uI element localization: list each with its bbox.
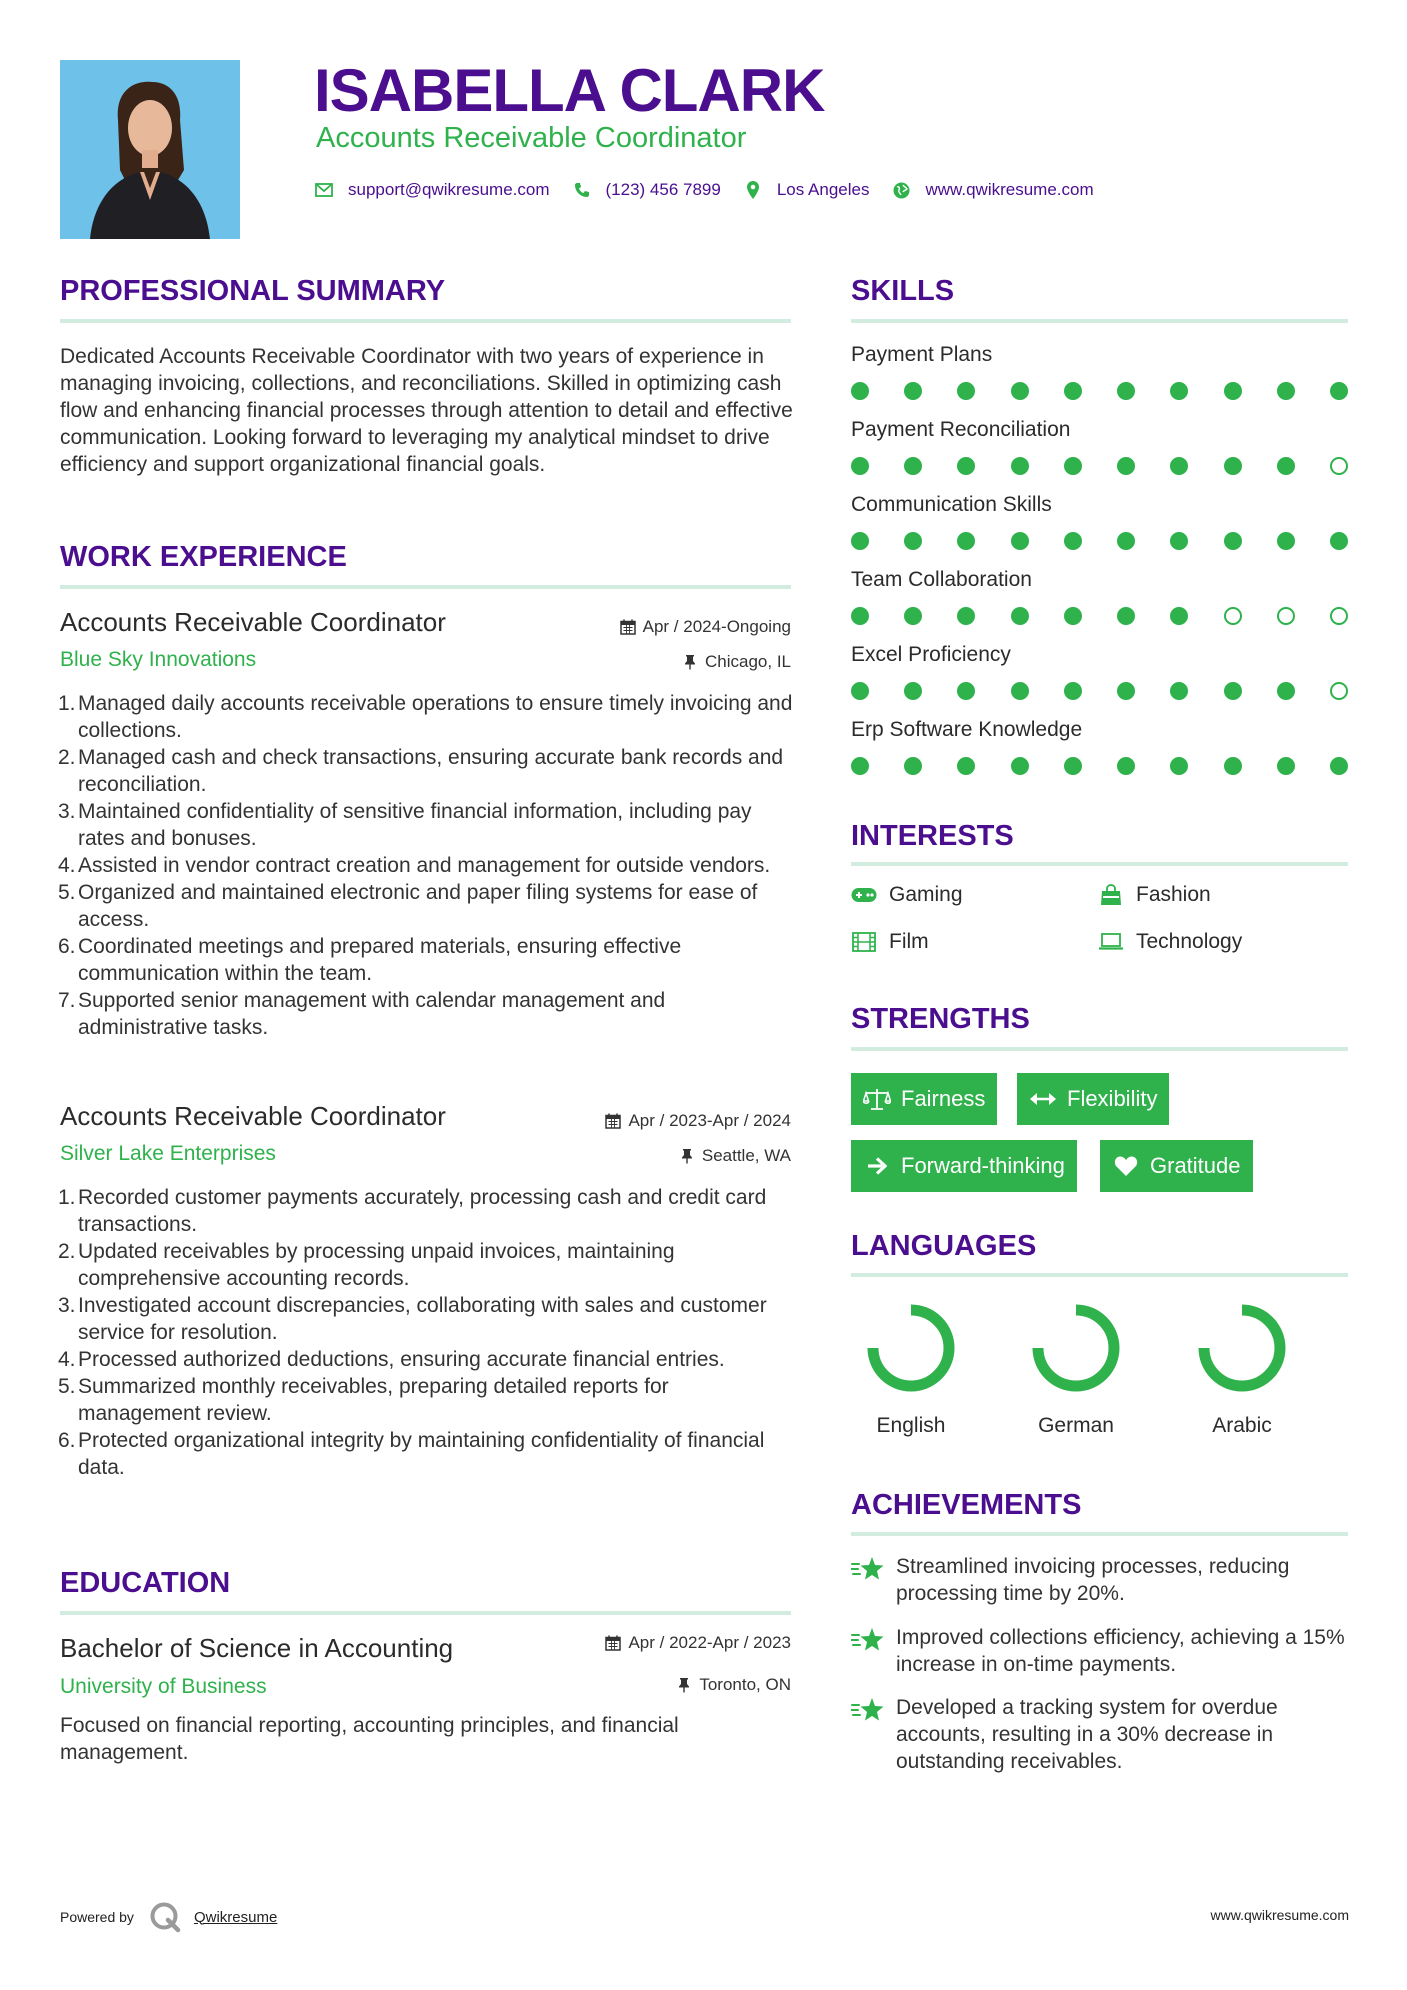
education-heading: EDUCATION: [60, 1567, 231, 1599]
interest-label: Film: [889, 930, 929, 953]
rating-dot-filled: [904, 682, 922, 700]
rating-dot-filled: [957, 757, 975, 775]
skill-rating: [851, 456, 1348, 476]
education-divider: [60, 1611, 791, 1615]
rating-dot-filled: [1117, 457, 1135, 475]
rating-dot-filled: [1330, 532, 1348, 550]
contact-phone[interactable]: [572, 180, 721, 200]
rating-dot-filled: [904, 382, 922, 400]
pushpin-icon: [681, 653, 699, 671]
strength-label: Flexibility: [1067, 1086, 1158, 1111]
rating-dot-filled: [1011, 757, 1029, 775]
strength-label: Gratitude: [1150, 1153, 1241, 1178]
skills-divider: [851, 319, 1348, 323]
achievement-text: Streamlined invoicing processes, reducing processing time by 20%.: [896, 1555, 1290, 1605]
rating-dot-filled: [1064, 382, 1082, 400]
list-item: 3. Investigated account discrepancies, collaborating with sales and customer service for resolution.: [58, 1294, 767, 1344]
job-location-text: Chicago, IL: [705, 652, 791, 671]
globe-icon: [891, 180, 911, 200]
language-proficiency-arc: [1204, 1310, 1280, 1386]
language-proficiency-arc: [873, 1310, 949, 1386]
rating-dot-filled: [851, 757, 869, 775]
job-duties-list: [58, 1184, 793, 1481]
rating-dot-filled: [1224, 682, 1242, 700]
interest-label: Gaming: [889, 883, 963, 906]
rating-dot-filled: [1064, 532, 1082, 550]
interest-item: [851, 883, 963, 907]
job-dates: [619, 617, 791, 637]
school-name: University of Business: [60, 1675, 267, 1698]
strength-badge: [851, 1073, 997, 1125]
achievement-item: [851, 1553, 1351, 1607]
rating-dot-filled: [1064, 607, 1082, 625]
education-dates-text: Apr / 2022-Apr / 2023: [628, 1633, 791, 1652]
skill-rating: [851, 531, 1348, 551]
contact-bar: [314, 178, 1116, 202]
company-name: Blue Sky Innovations: [60, 648, 257, 671]
language-proficiency-ring: [863, 1300, 959, 1396]
contact-location: [743, 180, 870, 200]
rating-dot-filled: [1170, 607, 1188, 625]
shooting-star-icon: [851, 1555, 885, 1583]
achievement-item: [851, 1624, 1351, 1678]
film-icon: [851, 931, 877, 953]
language-proficiency-ring: [1194, 1300, 1290, 1396]
list-item: 3. Maintained confidentiality of sensitive financial information, including pay rates and bonuses.: [58, 800, 752, 850]
qwikresume-logo-icon: [148, 1900, 182, 1934]
languages-divider: [851, 1273, 1348, 1277]
map-marker-icon: [743, 180, 763, 200]
skills-heading: SKILLS: [851, 275, 955, 307]
pushpin-icon: [678, 1147, 696, 1165]
interest-item: [851, 930, 929, 954]
list-item: 4. Assisted in vendor contract creation and management for outside vendors.: [58, 854, 771, 877]
rating-dot-filled: [1117, 607, 1135, 625]
list-item: 1. Managed daily accounts receivable operations to ensure timely invoicing and collections.: [58, 692, 793, 742]
arrow-right-icon: [863, 1154, 891, 1178]
skill-rating: [851, 681, 1348, 701]
rating-dot-filled: [851, 682, 869, 700]
pushpin-icon: [675, 1676, 693, 1694]
strength-label: Fairness: [901, 1086, 986, 1111]
list-item: 5. Summarized monthly receivables, preparing detailed reports for management review.: [58, 1375, 669, 1425]
rating-dot-filled: [1011, 382, 1029, 400]
rating-dot-filled: [1011, 457, 1029, 475]
skill-label: Team Collaboration: [851, 568, 1032, 591]
rating-dot-filled: [1277, 532, 1295, 550]
job-location: [681, 652, 791, 672]
summary-heading: PROFESSIONAL SUMMARY: [60, 275, 446, 307]
profile-photo: [60, 60, 240, 239]
language-item: [846, 1300, 976, 1438]
rating-dot-filled: [1170, 532, 1188, 550]
rating-dot-filled: [904, 457, 922, 475]
brand-link[interactable]: Qwikresume: [193, 1908, 278, 1926]
language-item: [1011, 1300, 1141, 1438]
interest-item: [1098, 930, 1242, 954]
strength-badge: [1017, 1073, 1169, 1125]
rating-dot-filled: [957, 682, 975, 700]
skill-rating: [851, 381, 1348, 401]
contact-email[interactable]: [314, 180, 550, 200]
language-label: German: [1038, 1414, 1114, 1437]
rating-dot-filled: [1117, 682, 1135, 700]
location-text: Los Angeles: [776, 180, 870, 199]
rating-dot-filled: [957, 532, 975, 550]
candidate-title: Accounts Receivable Coordinator: [316, 122, 747, 154]
summary-text: Dedicated Accounts Receivable Coordinator with two years of experience in managing invoicing, collections, and reconciliations. Skilled in optimizing cash flow and enhancing financial processes through attention to detail and effective communication. Looking forward to leveraging my analytical mindset to drive efficiency and support organizational financial goals.: [60, 345, 793, 476]
candidate-name: ISABELLA CLARK: [314, 57, 825, 124]
skill-label: Erp Software Knowledge: [851, 718, 1083, 741]
education-location: [675, 1675, 791, 1695]
interest-item: [1098, 883, 1211, 907]
strengths-divider: [851, 1047, 1348, 1051]
email-text: support@qwikresume.com: [348, 180, 550, 199]
shooting-star-icon: [851, 1626, 885, 1654]
achievement-text: Developed a tracking system for overdue accounts, resulting in a 30% decrease in outstanding receivables.: [896, 1696, 1278, 1773]
calendar-icon: [604, 1634, 622, 1652]
skill-label: Payment Plans: [851, 343, 993, 366]
skill-label: Payment Reconciliation: [851, 418, 1071, 441]
rating-dot-filled: [1064, 682, 1082, 700]
strength-badge: [851, 1140, 1077, 1192]
education-dates: [604, 1633, 791, 1653]
job-dates-text: Apr / 2023-Apr / 2024: [628, 1111, 791, 1130]
rating-dot-empty: [1330, 682, 1348, 700]
job-duties-list: [58, 690, 793, 1041]
rating-dot-filled: [1064, 457, 1082, 475]
rating-dot-filled: [1224, 532, 1242, 550]
rating-dot-filled: [957, 457, 975, 475]
rating-dot-filled: [1277, 457, 1295, 475]
language-item: [1177, 1300, 1307, 1438]
achievements-divider: [851, 1532, 1348, 1536]
rating-dot-filled: [1224, 757, 1242, 775]
skill-label: Communication Skills: [851, 493, 1052, 516]
footer-website-link[interactable]: www.qwikresume.com: [1210, 1907, 1349, 1923]
phone-icon: [572, 180, 592, 200]
phone-text: (123) 456 7899: [605, 180, 721, 199]
rating-dot-filled: [1064, 757, 1082, 775]
rating-dot-empty: [1224, 607, 1242, 625]
strength-badge: [1100, 1140, 1253, 1192]
laptop-icon: [1098, 931, 1124, 953]
list-item: 4. Processed authorized deductions, ensuring accurate financial entries.: [58, 1348, 725, 1371]
shopping-bag-icon: [1098, 884, 1124, 906]
education-description: Focused on financial reporting, accounting principles, and financial management.: [60, 1714, 679, 1764]
achievement-item: [851, 1694, 1351, 1775]
summary-divider: [60, 319, 791, 323]
rating-dot-filled: [1170, 457, 1188, 475]
skill-rating: [851, 756, 1348, 776]
interest-label: Technology: [1136, 930, 1243, 953]
interests-heading: INTERESTS: [851, 820, 1014, 852]
rating-dot-empty: [1330, 607, 1348, 625]
language-proficiency-ring: [1028, 1300, 1124, 1396]
rating-dot-filled: [904, 607, 922, 625]
rating-dot-filled: [1330, 382, 1348, 400]
rating-dot-filled: [1224, 457, 1242, 475]
rating-dot-filled: [1117, 757, 1135, 775]
calendar-icon: [604, 1112, 622, 1130]
achievements-heading: ACHIEVEMENTS: [851, 1489, 1082, 1521]
rating-dot-filled: [1011, 682, 1029, 700]
balance-scale-icon: [863, 1087, 891, 1111]
skill-label: Excel Proficiency: [851, 643, 1011, 666]
skill-rating: [851, 606, 1348, 626]
shooting-star-icon: [851, 1696, 885, 1724]
language-label: Arabic: [1212, 1414, 1272, 1437]
rating-dot-empty: [1277, 607, 1295, 625]
languages-heading: LANGUAGES: [851, 1230, 1037, 1262]
list-item: 1. Recorded customer payments accurately, processing cash and credit card transactions.: [58, 1186, 767, 1236]
website-text: www.qwikresume.com: [925, 180, 1094, 199]
calendar-icon: [619, 618, 637, 636]
envelope-icon: [314, 180, 334, 200]
strength-label: Forward-thinking: [901, 1153, 1065, 1178]
job-location-text: Seattle, WA: [701, 1146, 791, 1165]
rating-dot-filled: [851, 607, 869, 625]
experience-heading: WORK EXPERIENCE: [60, 541, 347, 573]
job-title: Accounts Receivable Coordinator: [60, 1101, 446, 1131]
rating-dot-filled: [1170, 682, 1188, 700]
arrows-horizontal-icon: [1029, 1087, 1057, 1111]
rating-dot-filled: [1170, 382, 1188, 400]
rating-dot-filled: [957, 382, 975, 400]
strengths-heading: STRENGTHS: [851, 1003, 1030, 1035]
gamepad-icon: [851, 884, 877, 906]
achievement-text: Improved collections efficiency, achieving a 15% increase in on-time payments.: [896, 1626, 1345, 1676]
rating-dot-filled: [851, 382, 869, 400]
language-proficiency-arc: [1038, 1310, 1114, 1386]
job-dates: [604, 1111, 791, 1131]
rating-dot-filled: [1277, 757, 1295, 775]
rating-dot-filled: [851, 532, 869, 550]
interests-divider: [851, 862, 1348, 866]
footer-powered-by: [60, 1900, 277, 1934]
rating-dot-filled: [904, 757, 922, 775]
rating-dot-filled: [1277, 382, 1295, 400]
rating-dot-filled: [1011, 532, 1029, 550]
degree-title: Bachelor of Science in Accounting: [60, 1633, 454, 1663]
rating-dot-empty: [1330, 457, 1348, 475]
education-location-text: Toronto, ON: [699, 1675, 791, 1694]
rating-dot-filled: [1224, 382, 1242, 400]
company-name: Silver Lake Enterprises: [60, 1142, 276, 1165]
list-item: 6. Protected organizational integrity by maintaining confidentiality of financial data.: [58, 1429, 765, 1479]
list-item: 2. Updated receivables by processing unpaid invoices, maintaining comprehensive accounting records.: [58, 1240, 675, 1290]
list-item: 7. Supported senior management with calendar management and administrative tasks.: [58, 989, 666, 1039]
rating-dot-filled: [1277, 682, 1295, 700]
powered-by-text: Powered by: [60, 1909, 134, 1925]
rating-dot-filled: [1011, 607, 1029, 625]
rating-dot-filled: [851, 457, 869, 475]
rating-dot-filled: [1117, 532, 1135, 550]
rating-dot-filled: [1170, 757, 1188, 775]
contact-website[interactable]: [891, 180, 1093, 200]
job-location: [678, 1146, 791, 1166]
interest-label: Fashion: [1136, 883, 1211, 906]
rating-dot-filled: [957, 607, 975, 625]
list-item: 6. Coordinated meetings and prepared materials, ensuring effective communication within the team.: [58, 935, 682, 985]
experience-divider: [60, 585, 791, 589]
rating-dot-filled: [1117, 382, 1135, 400]
list-item: 2. Managed cash and check transactions, ensuring accurate bank records and reconciliation.: [58, 746, 784, 796]
list-item: 5. Organized and maintained electronic and paper filing systems for ease of access.: [58, 881, 758, 931]
rating-dot-filled: [1330, 757, 1348, 775]
rating-dot-filled: [904, 532, 922, 550]
job-dates-text: Apr / 2024-Ongoing: [642, 617, 791, 636]
job-title: Accounts Receivable Coordinator: [60, 607, 446, 637]
language-label: English: [876, 1414, 946, 1437]
heart-icon: [1112, 1154, 1140, 1178]
